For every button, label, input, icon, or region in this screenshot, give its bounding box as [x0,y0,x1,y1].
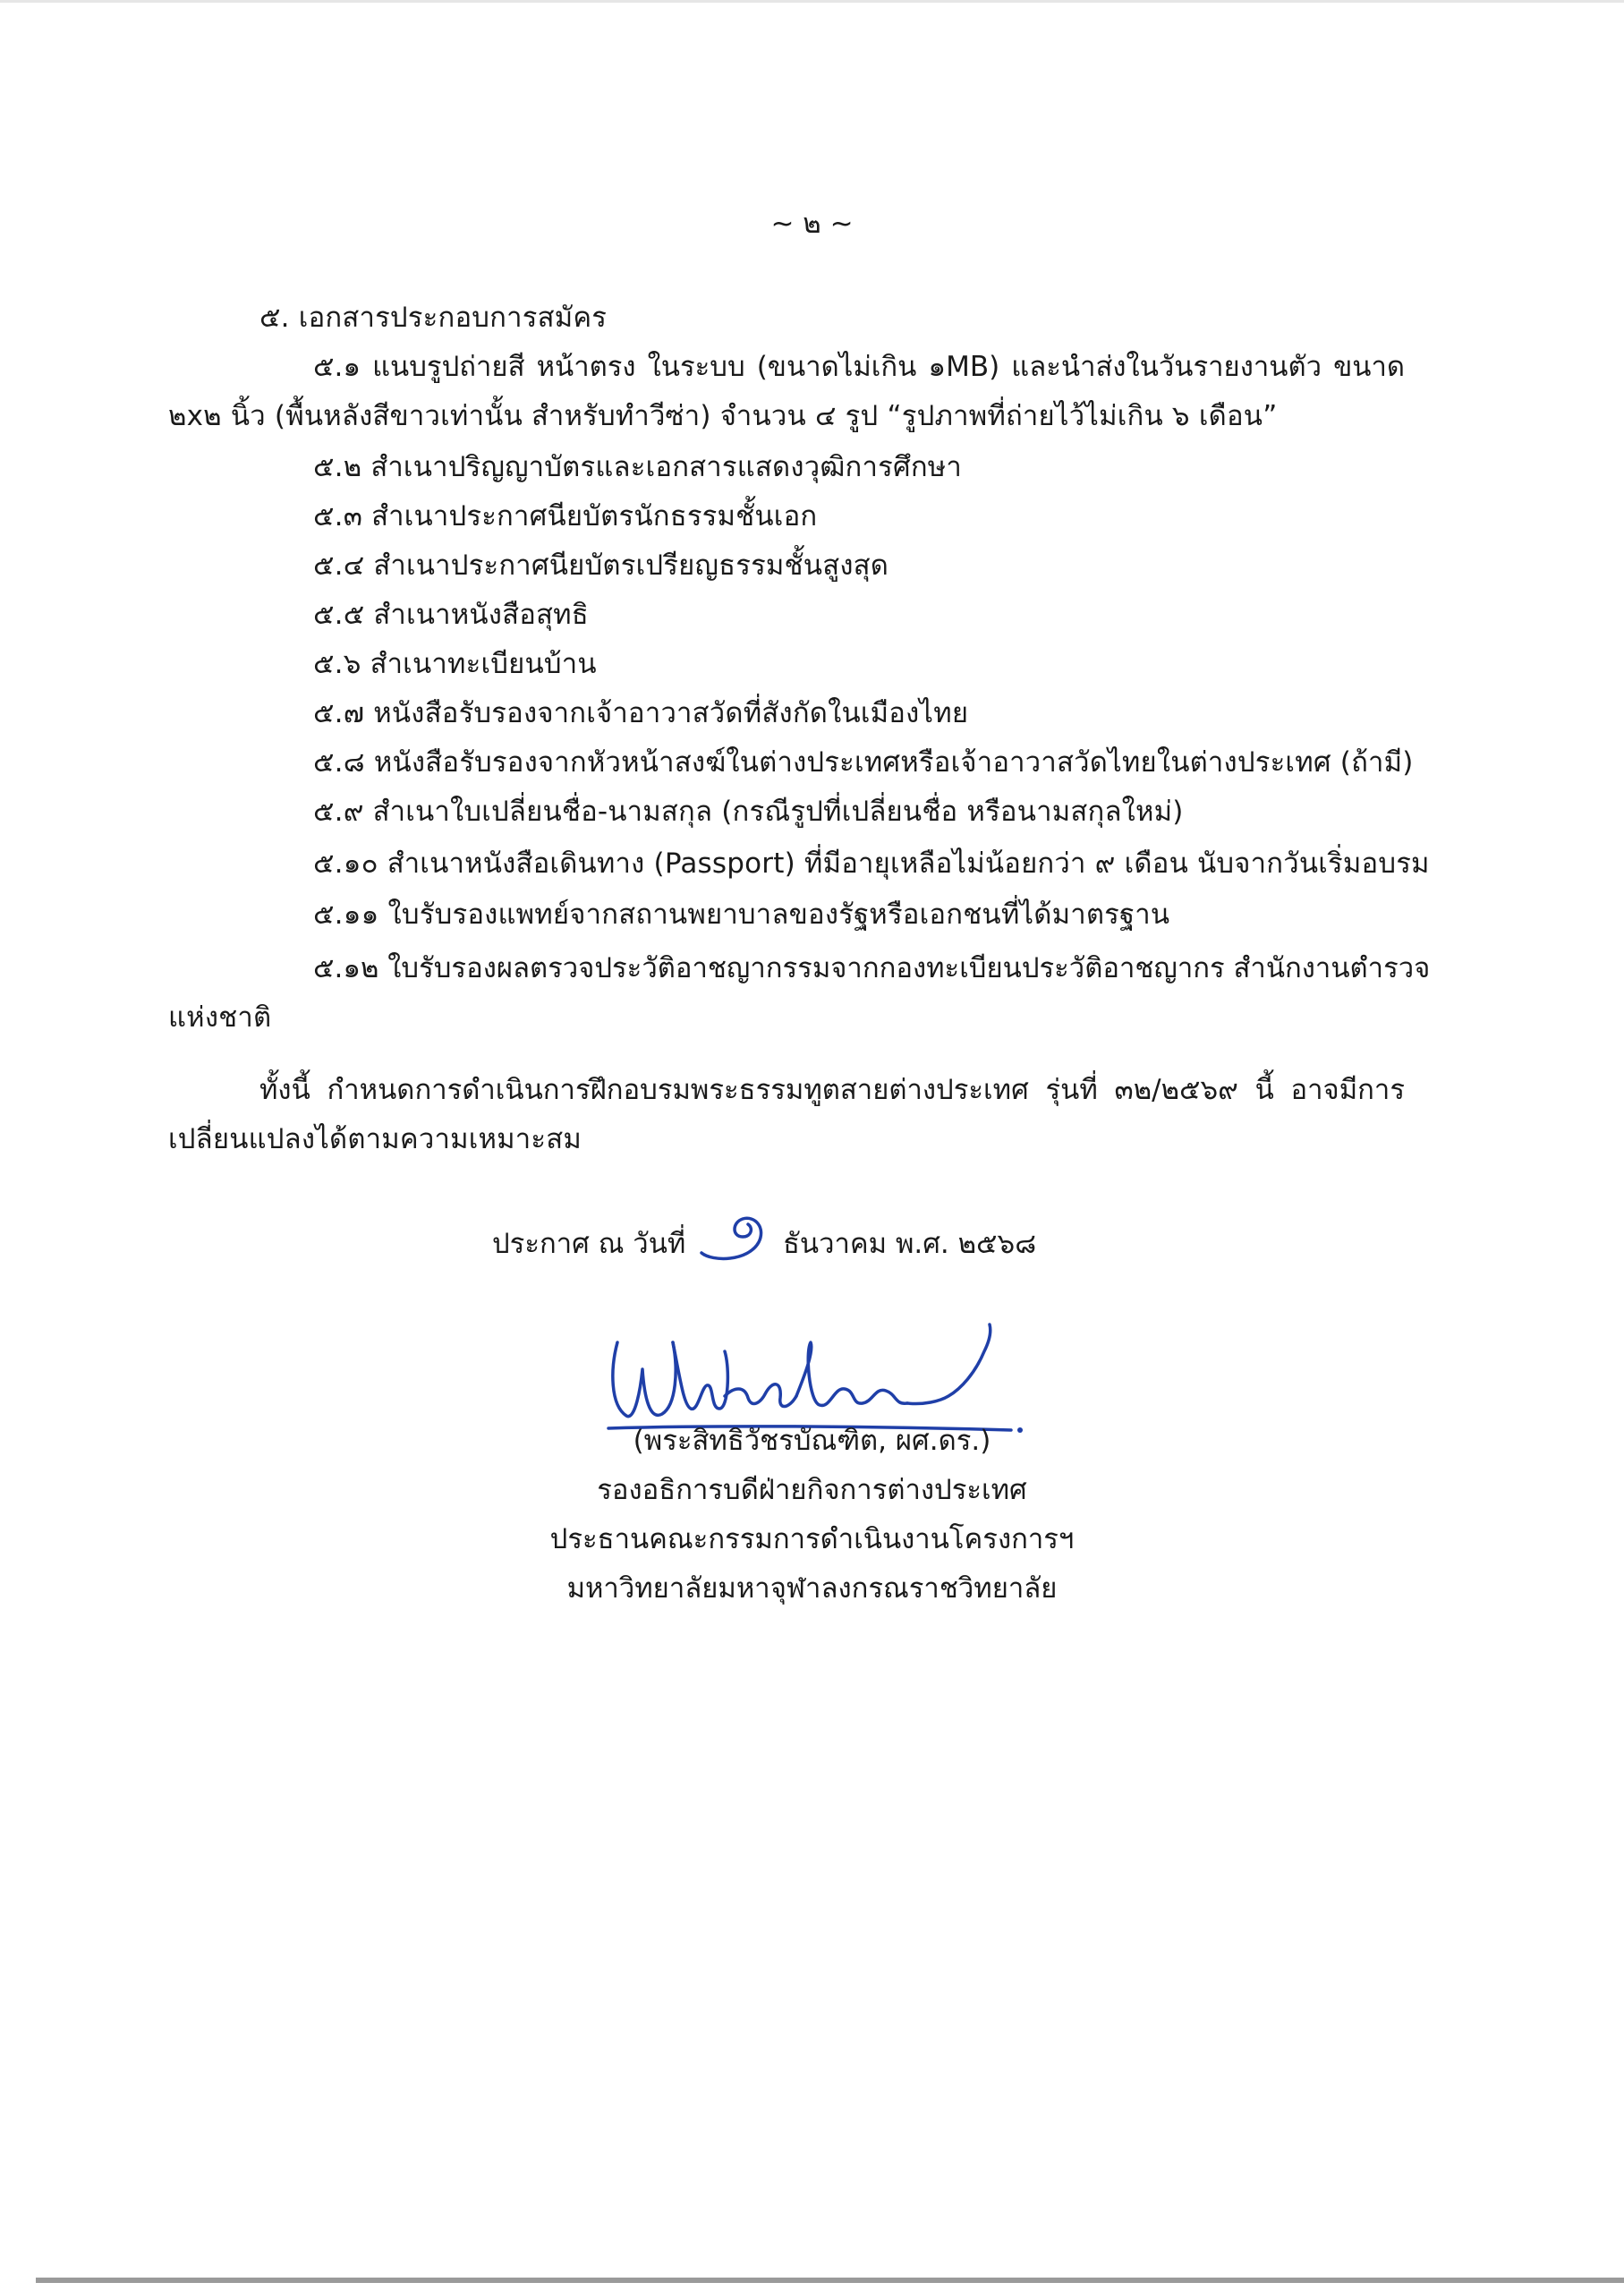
signatory-name: (พระสิทธิวัชรบัณฑิต, ผศ.ดร.) [633,1425,991,1457]
handwritten-day [696,1206,768,1269]
list-item: ๕.๗ หนังสือรับรองจากเจ้าอาวาสวัดที่สังกัดในเมืองไทย [313,697,969,729]
closing-line-2: เปลี่ยนแปลงได้ตามความเหมาะสม [168,1123,582,1155]
page-bottom-edge [36,2278,1624,2283]
list-item: ๕.๔ สำเนาประกาศนียบัตรเปรียญธรรมชั้นสูงสุด [313,549,889,582]
list-item: ๕.๑๑ ใบรับรองแพทย์จากสถานพยาบาลของรัฐหรือเอกชนที่ได้มาตรฐาน [313,899,1170,931]
date-prefix: ประกาศ ณ วันที่ [492,1228,686,1260]
list-item: ๕.๙ สำเนาใบเปลี่ยนชื่อ-นามสกุล (กรณีรูปที่เปลี่ยนชื่อ หรือนามสกุลใหม่) [313,796,1184,828]
list-item: ๕.๖ สำเนาทะเบียนบ้าน [313,648,597,680]
item-5-12-line-1: ๕.๑๒ ใบรับรองผลตรวจประวัติอาชญากรรมจากกองทะเบียนประวัติอาชญากร สำนักงานตำรวจ [313,952,1431,984]
item-5-1-line-1: ๕.๑ แนบรูปถ่ายสี หน้าตรง ในระบบ (ขนาดไม่เกิน ๑MB) และนำส่งในวันรายงานตัว ขนาด [313,351,1405,383]
signatory-position-3: มหาวิทยาลัยมหาจุฬาลงกรณราชวิทยาลัย [566,1572,1058,1605]
list-item: ๕.๘ หนังสือรับรองจากหัวหน้าสงฆ์ในต่างประเทศหรือเจ้าอาวาสวัดไทยในต่างประเทศ (ถ้ามี) [313,746,1414,779]
page-top-edge [0,0,1624,3]
section-heading: ๕. เอกสารประกอบการสมัคร [259,302,608,334]
signatory-position-2: ประธานคณะกรรมการดำเนินงานโครงการฯ [549,1523,1075,1555]
item-5-1-line-2: ๒x๒ นิ้ว (พื้นหลังสีขาวเท่านั้น สำหรับทำวีซ่า) จำนวน ๔ รูป “รูปภาพที่ถ่ายไว้ไม่เกิน ๖ เดือน” [168,400,1278,432]
list-item: ๕.๒ สำเนาปริญญาบัตรและเอกสารแสดงวุฒิการศึกษา [313,451,963,483]
date-suffix: ธันวาคม พ.ศ. ๒๕๖๘ [783,1228,1037,1260]
announcement-date [492,1226,1136,1280]
signatory-position-1: รองอธิการบดีฝ่ายกิจการต่างประเทศ [597,1474,1027,1506]
closing-line-1: ทั้งนี้ กำหนดการดำเนินการฝึกอบรมพระธรรมทูตสายต่างประเทศ รุ่นที่ ๓๒/๒๕๖๙ นี้ อาจมีการ [259,1074,1405,1106]
list-item: ๕.๕ สำเนาหนังสือสุทธิ [313,599,589,631]
list-item: ๕.๓ สำเนาประกาศนียบัตรนักธรรมชั้นเอก [313,500,818,532]
item-5-12-line-2: แห่งชาติ [168,1001,272,1034]
page-number: ~ ๒ ~ [770,208,854,240]
list-item: ๕.๑๐ สำเนาหนังสือเดินทาง (Passport) ที่มีอายุเหลือไม่น้อยกว่า ๙ เดือน นับจากวันเริ่มอบรม [313,847,1430,880]
